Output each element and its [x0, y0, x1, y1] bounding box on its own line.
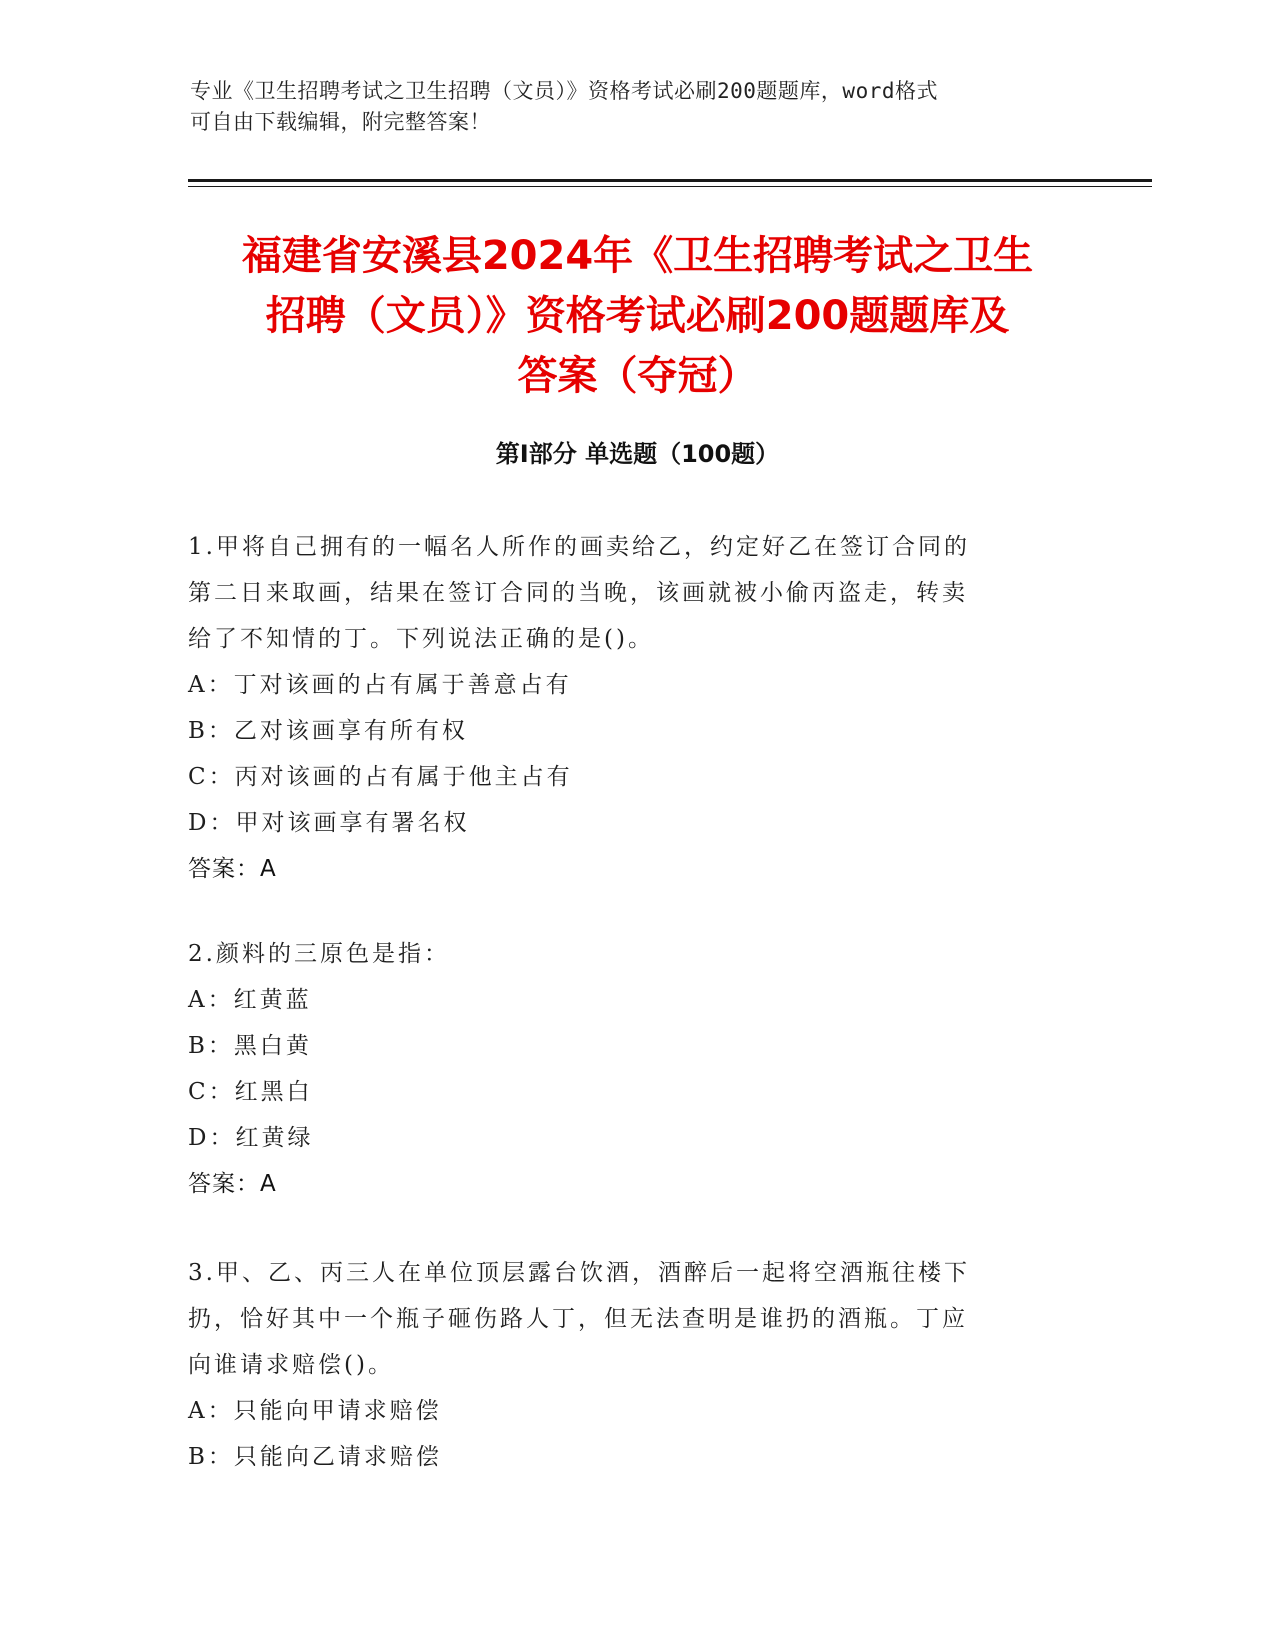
option-a: A：红黄蓝 [188, 987, 312, 1013]
question-1 [188, 524, 1068, 892]
header-rule-thick [188, 179, 1152, 182]
header-note [190, 76, 1070, 138]
title-line: 答案（夺冠） [517, 353, 758, 399]
option-a: A：只能向甲请求赔偿 [188, 1398, 442, 1424]
title-line: 福建省安溪县2024年《卫生招聘考试之卫生 [241, 233, 1034, 279]
section-heading: 第Ⅰ部分 单选题（100题） [495, 440, 780, 468]
option-c: C：红黑白 [188, 1079, 313, 1105]
option-d: D：红黄绿 [188, 1125, 314, 1151]
question-stem-line: 第二日来取画，结果在签订合同的当晚，该画就被小偷丙盗走，转卖 [188, 580, 968, 606]
question-stem-line: 给了不知情的丁。下列说法正确的是()。 [188, 626, 654, 652]
question-stem-line: 2.颜料的三原色是指： [188, 941, 450, 967]
option-b: B：只能向乙请求赔偿 [188, 1444, 442, 1470]
question-stem-line: 3.甲、乙、丙三人在单位顶层露台饮酒，酒醉后一起将空酒瓶往楼下 [188, 1260, 970, 1286]
title-line: 招聘（文员）》资格考试必刷200题题库及 [265, 293, 1010, 339]
header-note-line: 可自由下载编辑，附完整答案！ [190, 110, 491, 134]
question-2 [188, 931, 1068, 1207]
header-note-line: 专业《卫生招聘考试之卫生招聘（文员）》资格考试必刷200题题库，word格式 [190, 79, 938, 103]
question-stem-line: 1.甲将自己拥有的一幅名人所作的画卖给乙，约定好乙在签订合同的 [188, 534, 970, 560]
option-b: B：黑白黄 [188, 1033, 312, 1059]
option-a: A：丁对该画的占有属于善意占有 [188, 672, 572, 698]
question-stem-line: 向谁请求赔偿()。 [188, 1352, 394, 1378]
header-rule-thin [188, 186, 1152, 187]
question-stem-line: 扔，恰好其中一个瓶子砸伤路人丁，但无法查明是谁扔的酒瓶。丁应 [188, 1306, 968, 1332]
document-title [130, 226, 1145, 406]
option-c: C：丙对该画的占有属于他主占有 [188, 764, 573, 790]
question-3 [188, 1250, 1068, 1480]
answer-line: 答案：A [188, 1171, 277, 1197]
answer-line: 答案：A [188, 856, 277, 882]
option-b: B：乙对该画享有所有权 [188, 718, 468, 744]
option-d: D：甲对该画享有署名权 [188, 810, 470, 836]
